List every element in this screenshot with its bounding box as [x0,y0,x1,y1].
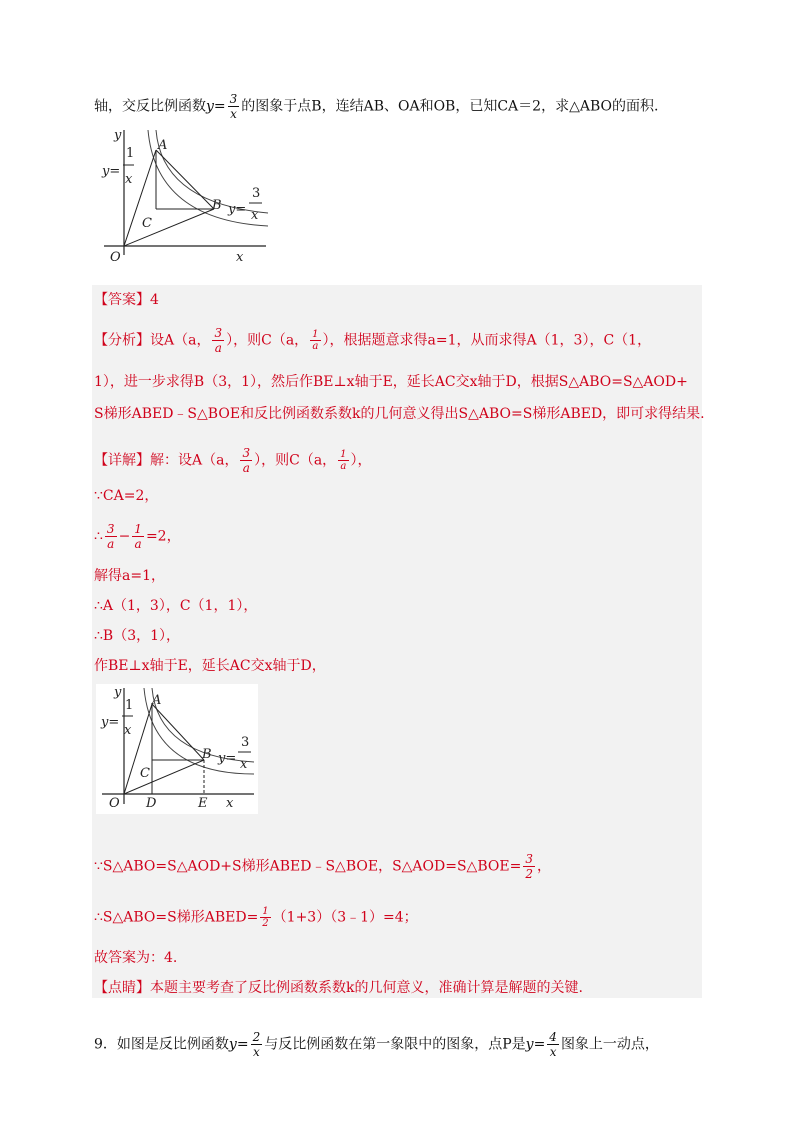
detail-frac-2 [338,449,348,472]
func-eq: = [236,1036,249,1053]
fraction-num: 3 [242,446,251,460]
func-y: y [228,1036,237,1053]
fraction-den: a [340,461,347,472]
detail-frac-1 [240,446,252,475]
detail-frac-4 [132,522,144,551]
intro-func-eq: = [213,98,226,115]
comment-tag: 【点睛】 [94,980,150,996]
fraction-num: 3 [214,326,223,340]
label-origin: O [110,250,121,265]
detail-line-2: ∵CA=2， [94,488,159,504]
fraction-den: x [230,107,237,121]
next-frac-1 [251,1030,263,1059]
answer-tag: 【答案】 [94,292,150,308]
segment-OA [124,150,156,246]
label-C: C [142,216,152,231]
label-x-axis: x [236,250,244,265]
label-f2-y: y= [218,751,237,766]
label-f2-den: x [251,208,259,223]
label-f1-den: x [125,172,133,187]
intro-fraction [228,92,240,121]
minus-sign: − [118,528,131,545]
fraction-den: a [214,341,222,355]
detail-text: 解：设A（a， [150,452,239,469]
detail-line-3 [94,522,181,551]
func-y: y [525,1036,534,1053]
comment-text: 本题主要考查了反比例函数系数k的几何意义，准确计算是解题的关键. [150,980,583,996]
fraction-num: 2 [252,1030,261,1044]
analysis-frac-1 [212,326,224,355]
label-f1-num: 1 [125,698,134,713]
label-y-axis: y [114,128,122,143]
analysis-text: 设A（a， [150,332,211,349]
detail-text: ∵S△ABO=S△AOD+S梯形ABED﹣S△BOE，S△AOD=S△BOE= [94,858,522,875]
next-problem-line [94,1030,659,1059]
fraction-num: 1 [262,906,269,917]
intro-text-post: 的图象于点B，连结AB、OA和OB，已知CA＝2，求△ABO的面积. [241,98,659,115]
fraction-den: a [312,341,319,352]
label-x-axis: x [226,796,234,811]
label-origin: O [109,796,120,811]
label-f1-num: 1 [126,146,135,161]
label-D: D [146,796,157,811]
fraction-num: 3 [106,522,115,536]
label-f2-den: x [240,757,248,772]
label-f1-y: y= [101,715,120,730]
label-f2-num: 3 [241,735,250,750]
detail-line-8 [94,852,551,881]
detail-line-4: 解得a=1， [94,568,165,584]
label-A: A [152,693,162,708]
fraction-num: 3 [229,92,238,106]
label-f2-num: 3 [252,186,261,201]
detail-text: ）， [350,452,372,469]
analysis-line-2: 1），进一步求得B（3，1），然后作BE⊥x轴于E，延长AC交x轴于D，根据S△ABO=S△AOD+ [94,374,688,390]
detail-tag: 【详解】 [94,452,150,469]
detail-line-6: ∴B（3，1）， [94,628,181,644]
analysis-text: ），则C（a， [226,332,309,349]
detail-text: （1+3）（3﹣1）=4； [272,909,418,926]
fraction-den: x [549,1045,557,1059]
fraction-den: 2 [262,918,269,929]
detail-line-9 [94,906,418,929]
detail-line-10: 故答案为：4. [94,950,178,966]
intro-func-y: y [206,98,214,115]
fraction-num: 3 [525,852,533,866]
fraction-den: x [253,1045,260,1059]
label-A: A [158,138,168,153]
segment-AB [152,704,204,760]
detail-text: ∴S△ABO=S梯形ABED= [94,909,259,926]
fraction-num: 1 [340,449,347,460]
label-f1-y: y= [102,164,121,179]
next-frac-2 [547,1030,559,1059]
problem-text: 9．如图是反比例函数 [94,1036,229,1053]
figure-2-svg [96,684,258,814]
label-f1-den: x [124,723,132,738]
analysis-frac-2 [310,329,320,352]
detail-line-1 [94,446,372,475]
fraction-num: 4 [549,1030,557,1044]
figure-1 [96,125,271,265]
label-B: B [212,198,222,213]
answer-line [94,290,159,310]
detail-frac-5 [523,852,535,881]
segment-OB [124,209,214,246]
figure-1-svg [96,125,271,265]
detail-frac-3 [105,522,117,551]
analysis-text: ），根据题意求得a=1，从而求得A（1，3），C（1， [322,332,652,349]
comment-line [94,978,583,998]
label-y-axis: y [114,685,122,700]
detail-text: ），则C（a， [254,452,337,469]
intro-text-pre: 轴，交反比例函数 [94,98,206,115]
fraction-den: 2 [525,867,533,881]
func-eq: = [533,1036,546,1053]
label-f2-y: y= [228,202,247,217]
analysis-tag: 【分析】 [94,332,150,349]
fraction-den: a [107,537,115,551]
problem-intro-line [94,92,658,121]
segment-OB [124,760,204,794]
detail-frac-6 [260,906,270,929]
detail-text: ， [536,858,551,875]
label-E: E [198,796,208,811]
answer-value: 4 [150,292,159,308]
detail-line-5: ∴A（1，3），C（1，1）， [94,598,258,614]
label-C: C [140,766,150,781]
problem-text: 图象上一动点， [560,1036,659,1053]
analysis-line-1 [94,326,651,355]
detail-line-7: 作BE⊥x轴于E，延长AC交x轴于D， [94,658,326,674]
fraction-den: a [242,461,250,475]
label-B: B [202,747,212,762]
fraction-den: a [134,537,142,551]
figure-2 [96,684,258,814]
fraction-num: 1 [312,329,319,340]
analysis-line-3: S梯形ABED﹣S△BOE和反比例函数系数k的几何意义得出S△ABO=S梯形ABED，即可求得结果. [94,406,705,422]
detail-text: =2， [145,528,181,545]
detail-text: ∴ [94,528,103,545]
problem-text: 与反比例函数在第一象限中的图象，点P是 [264,1036,526,1053]
fraction-num: 1 [134,522,142,536]
